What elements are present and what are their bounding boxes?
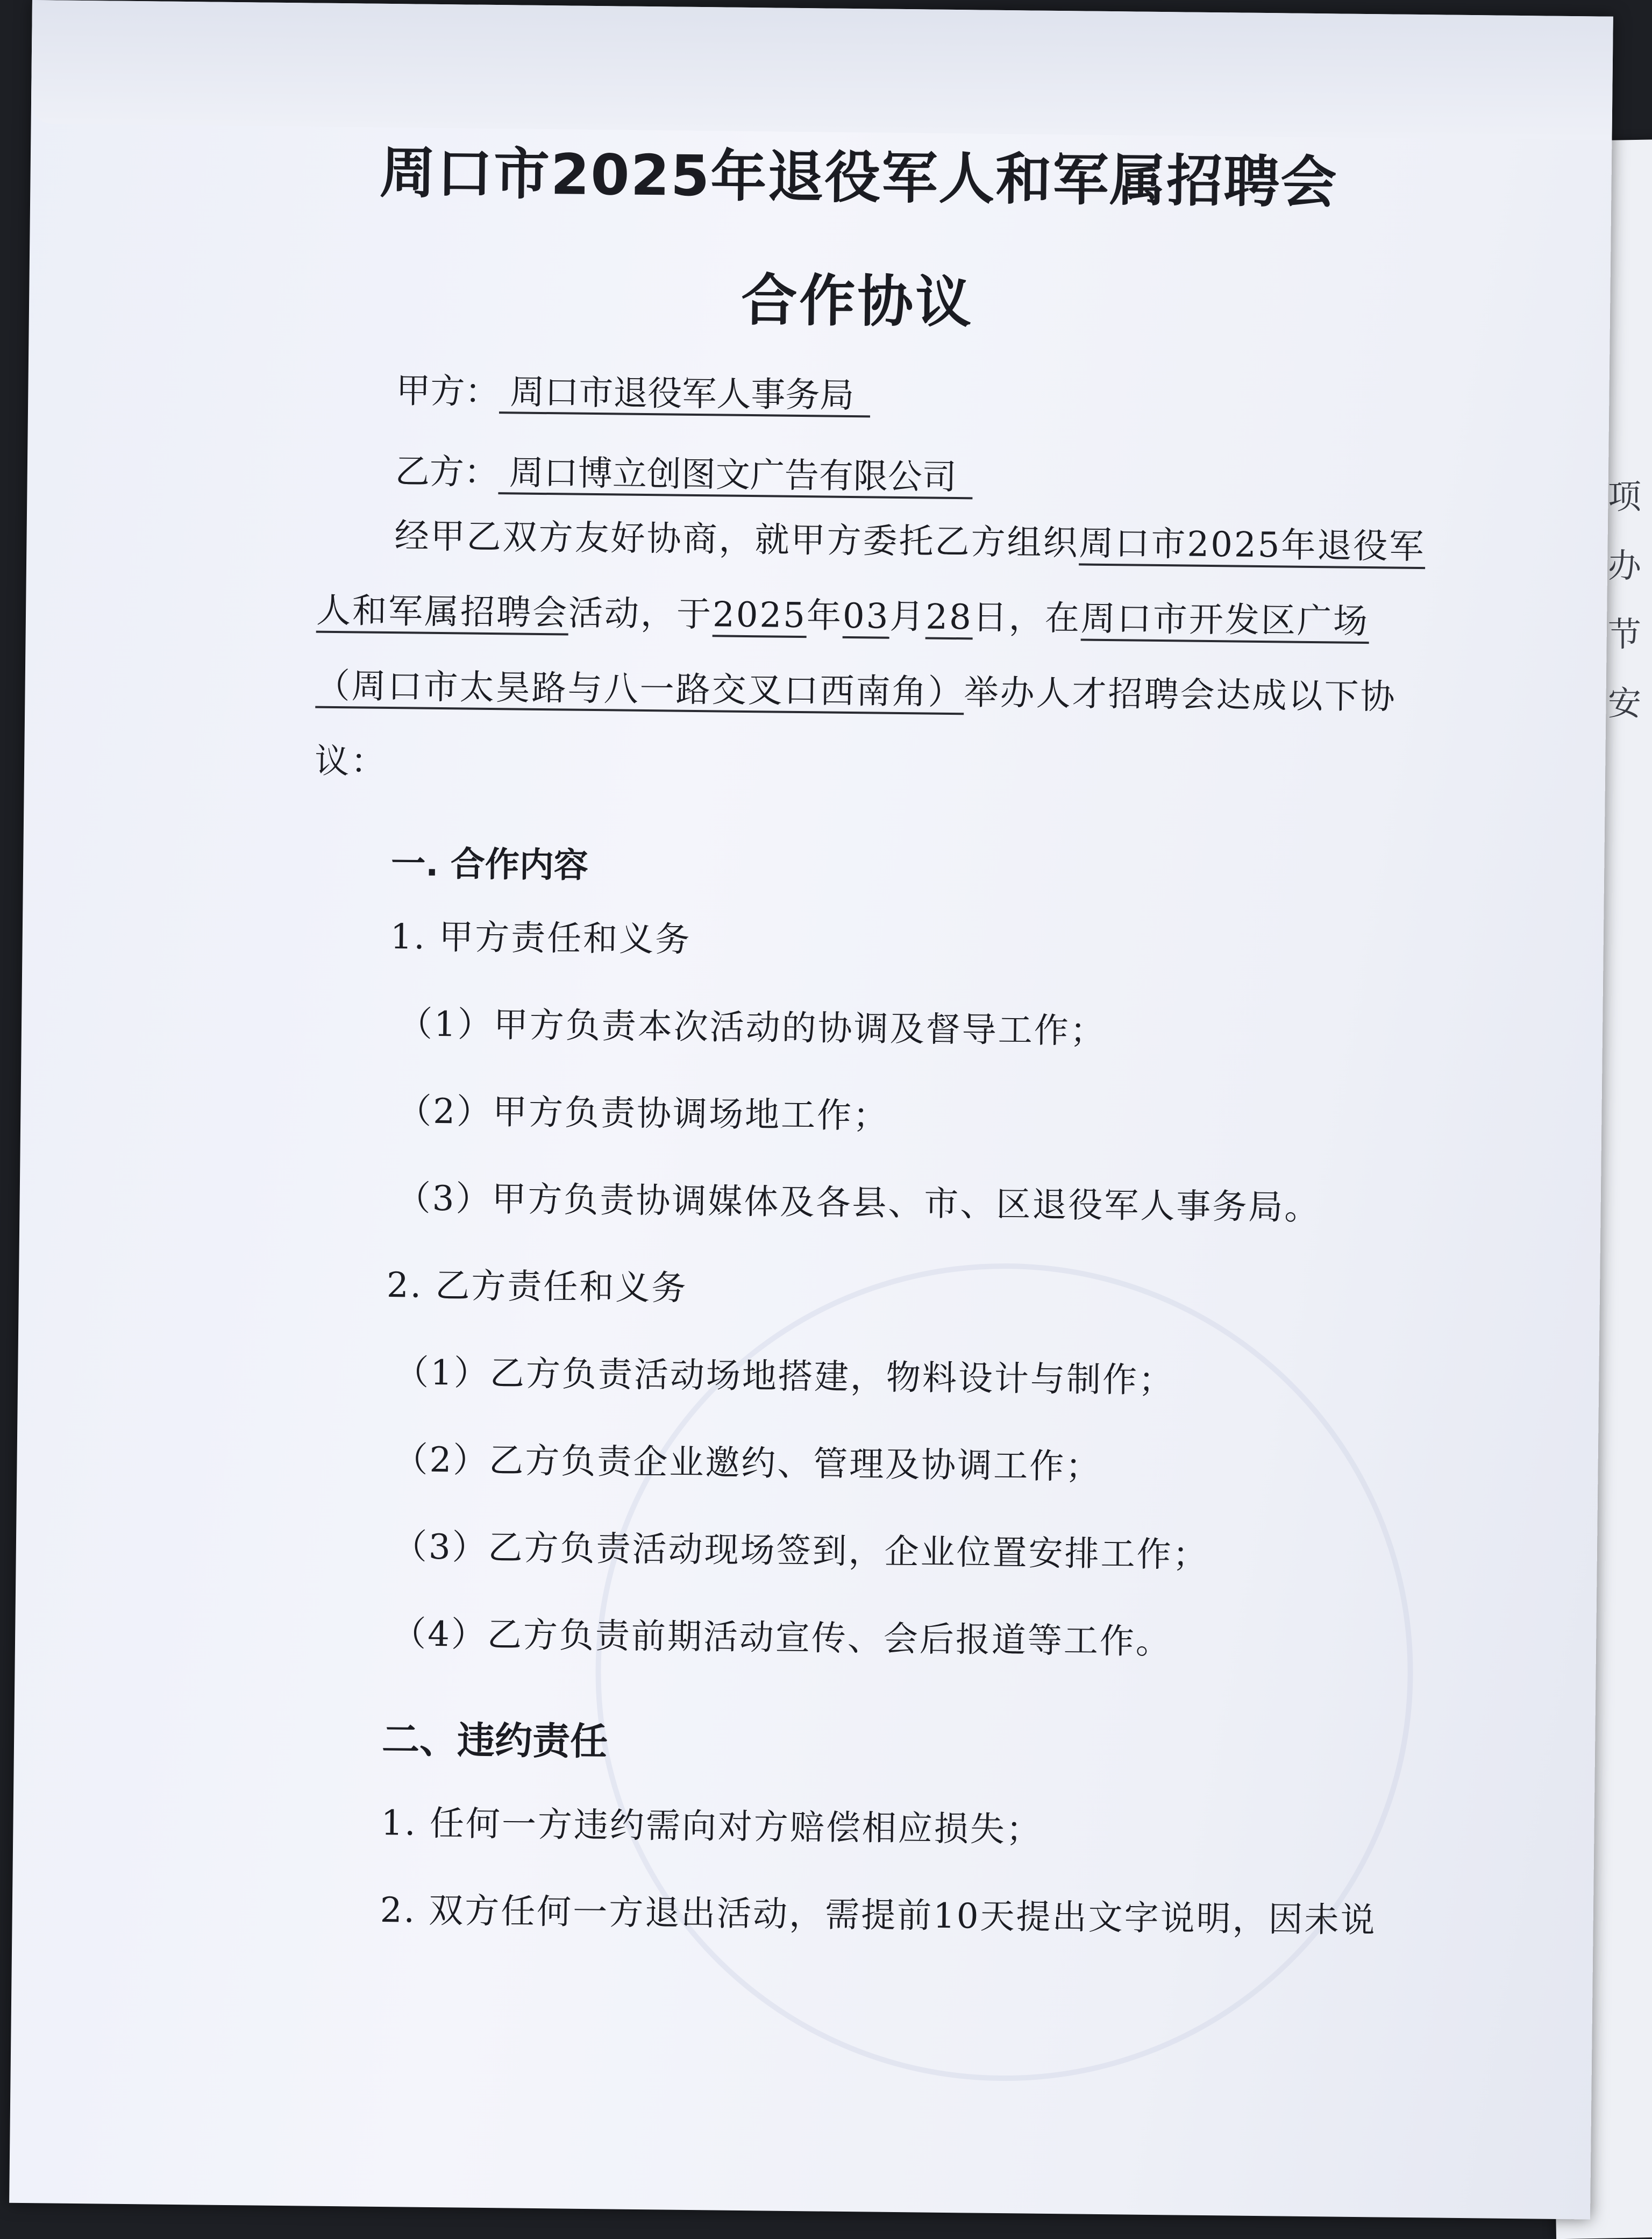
- intro-paragraph: [314, 498, 1436, 811]
- breach-clause-item: 1. 任何一方违约需向对方赔偿相应损失；: [381, 1803, 1043, 1850]
- party-b-value: 周口博立创图文广告有限公司: [498, 453, 973, 499]
- party-b-duty-item: （2）乙方负责企业邀约、管理及协调工作；: [393, 1440, 1102, 1487]
- intro-year: 2025: [713, 595, 807, 638]
- intro-text-6: 举办人才招聘会达成以下协议：: [314, 673, 1397, 782]
- background-sheet-text: 项 办 节 安: [1608, 477, 1642, 723]
- document-subtitle: 合作协议: [740, 267, 974, 336]
- intro-day: 28: [925, 597, 973, 639]
- intro-text-2: 活动，于: [568, 593, 713, 635]
- intro-text-5: 日，在: [972, 598, 1081, 639]
- intro-location: 周口市开发区广场（周口市太昊路与八一路交叉口西南角）: [315, 599, 1369, 715]
- party-b-duties-heading: 2. 乙方责任和义务: [386, 1266, 688, 1309]
- party-a-duty-item: （1）甲方负责本次活动的协调及督导工作；: [397, 1004, 1107, 1052]
- document-title: 周口市2025年退役军人和军属招聘会: [379, 139, 1338, 216]
- document-page: [9, 0, 1613, 2220]
- intro-text-4: 月: [889, 596, 926, 637]
- section-2-heading: 二、违约责任: [381, 1717, 608, 1764]
- party-b-duty-item: （1）乙方负责活动场地搭建，物料设计与制作；: [394, 1353, 1175, 1401]
- party-b: [317, 450, 1479, 505]
- party-a: [318, 369, 1480, 424]
- party-a-label: 甲方：: [396, 371, 500, 413]
- party-b-label: 乙方：: [395, 452, 499, 493]
- intro-month: 03: [843, 596, 890, 639]
- intro-event-name: 周口市2025年退役军人和军属招聘会: [316, 523, 1426, 635]
- party-b-duty-item: （3）乙方负责活动现场签到，企业位置安排工作；: [392, 1527, 1209, 1576]
- breach-clause-item: 2. 双方任何一方退出活动，需提前10天提出文字说明，因未说: [380, 1890, 1377, 1941]
- intro-text-1: 经甲乙双方友好协商，就甲方委托乙方组织: [394, 516, 1079, 564]
- party-a-duties-heading: 1. 甲方责任和义务: [390, 917, 692, 960]
- party-b-duty-item: （4）乙方负责前期活动宣传、会后报道等工作。: [391, 1614, 1172, 1662]
- document-content: [302, 127, 1483, 1965]
- party-a-duty-item: （3）甲方负责协调媒体及各县、市、区退役军人事务局。: [396, 1178, 1321, 1228]
- party-a-value: 周口市退役军人事务局: [499, 373, 871, 417]
- section-1-heading: 一. 合作内容: [390, 844, 589, 886]
- intro-text-3: 年: [806, 596, 843, 636]
- party-a-duty-item: （2）甲方负责协调场地工作；: [397, 1091, 889, 1136]
